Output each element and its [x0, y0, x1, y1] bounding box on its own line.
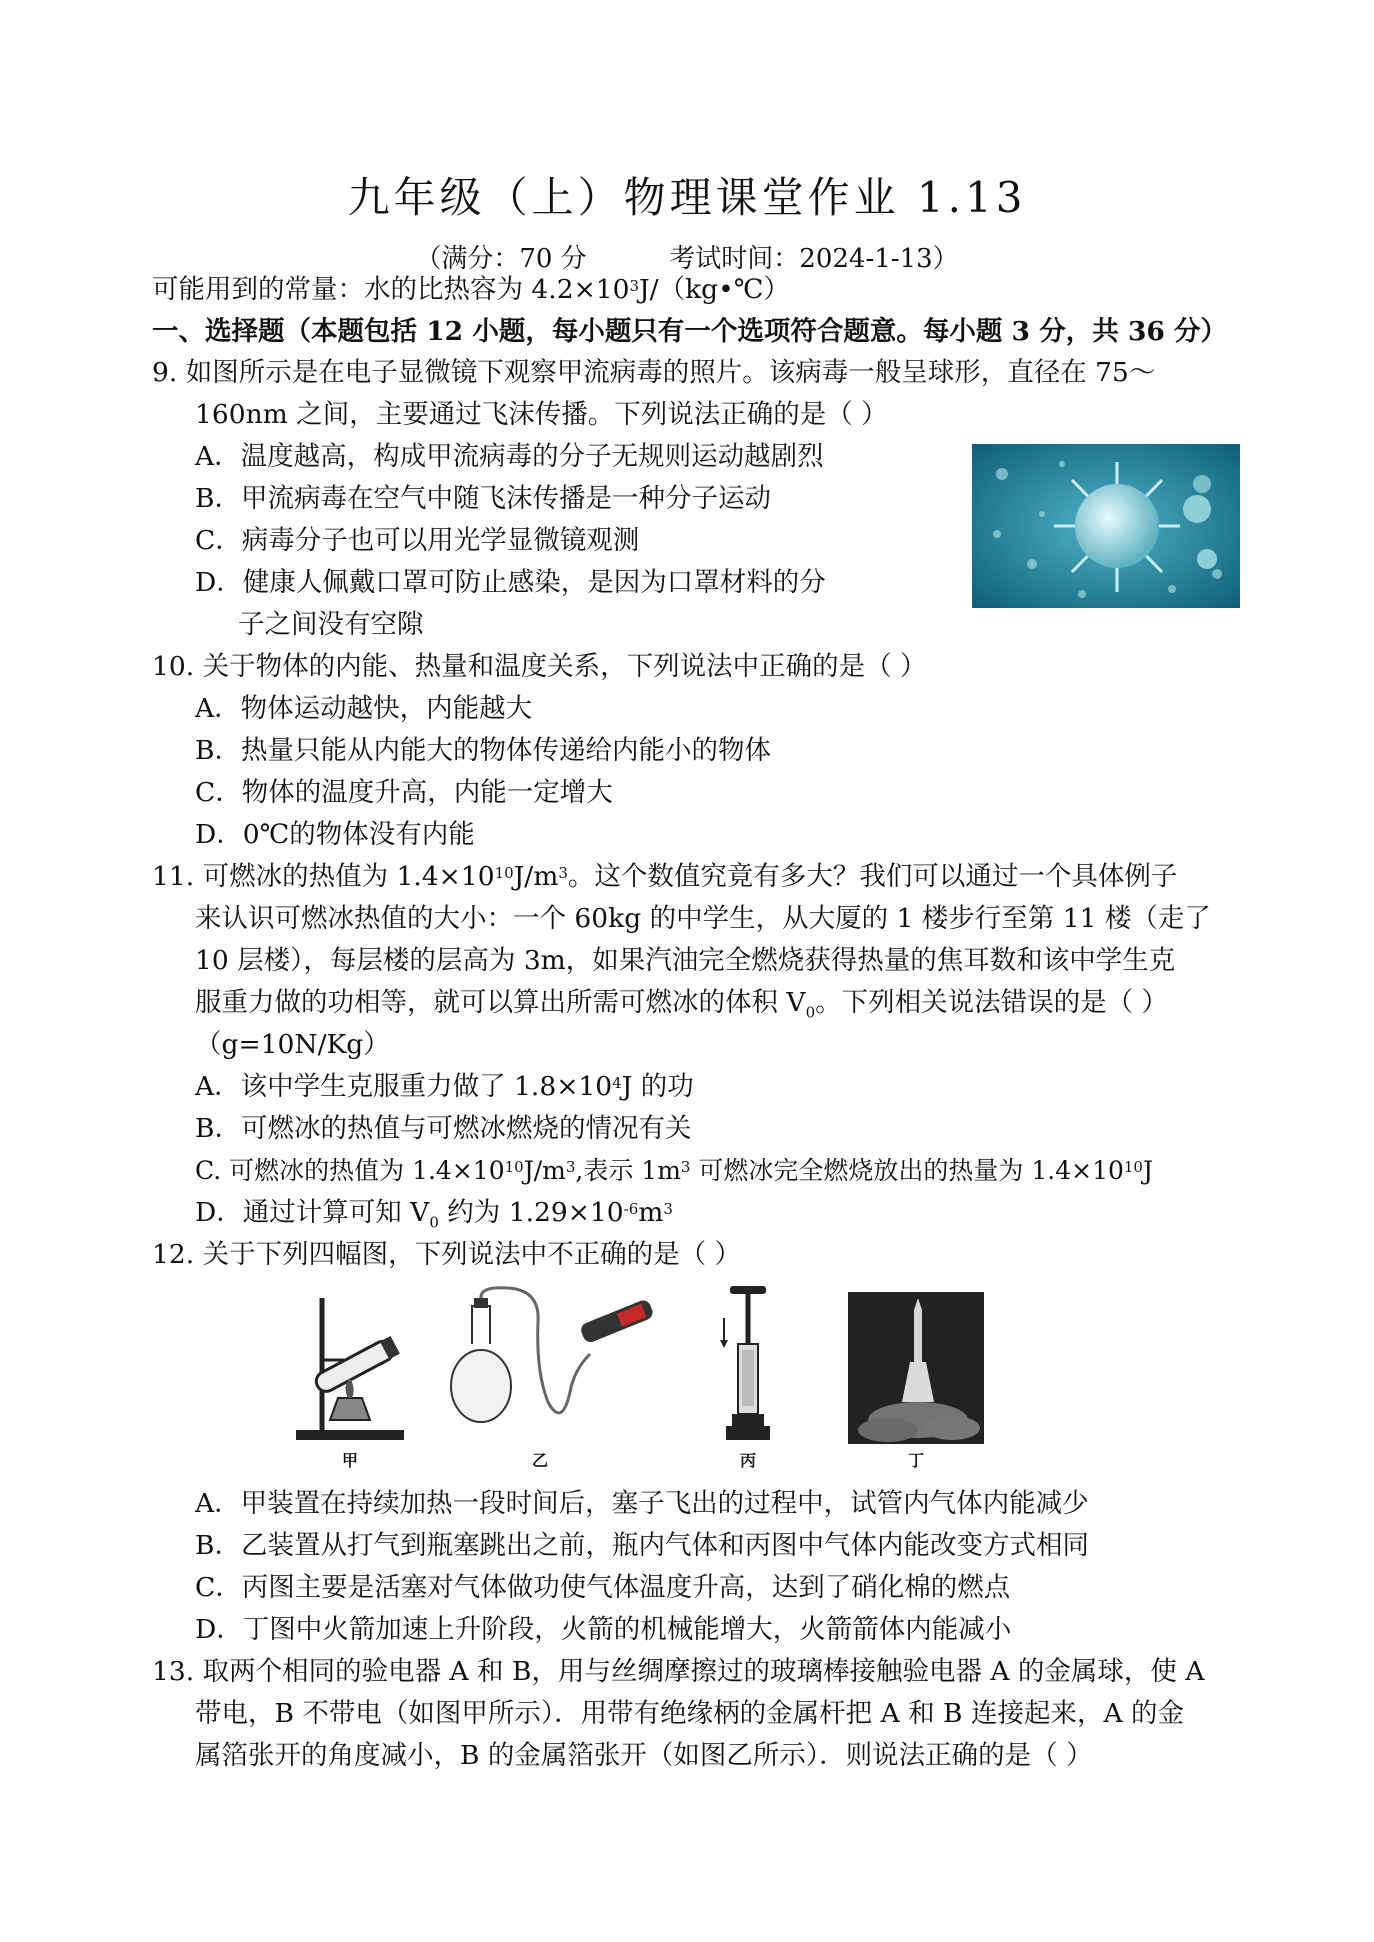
q12-stem: 12. 关于下列四幅图，下列说法中不正确的是（ ） — [152, 1239, 741, 1270]
q13-stem-line3: 属箔张开的角度减小，B 的金属箔张开（如图乙所示）．则说法正确的是（ ） — [195, 1740, 1093, 1771]
figure-ding-rocket — [848, 1292, 984, 1444]
caption-jia: 甲 — [341, 1451, 358, 1470]
figure-jia-test-tube — [292, 1290, 410, 1448]
q11-option-d: D．通过计算可知 $V_0$ 约为 $1.29\times 10^{-6}m^3$ — [195, 1197, 673, 1232]
figure-bing-cylinder — [718, 1284, 778, 1448]
q9-stem-line1: 9. 如图所示是在电子显微镜下观察甲流病毒的照片。该病毒一般呈球形，直径在 75～ — [152, 357, 1156, 388]
q13-stem-line2: 带电，B 不带电（如图甲所示）．用带有绝缘柄的金属杆把 A 和 B 连接起来，A 的金 — [195, 1698, 1185, 1729]
q11-stem-line3: 10 层楼），每层楼的层高为 3m，如果汽油完全燃烧获得热量的焦耳数和该中学生克 — [195, 945, 1176, 976]
q12-option-a: A．甲装置在持续加热一段时间后，塞子飞出的过程中，试管内气体内能减少 — [195, 1488, 1089, 1519]
q11-option-b: B．可燃冰的热值与可燃冰燃烧的情况有关 — [195, 1113, 692, 1144]
figure-yi-flask — [450, 1282, 660, 1448]
q9-option-a: A．温度越高，构成甲流病毒的分子无规则运动越剧烈 — [195, 441, 824, 472]
q10-option-d: D．0℃的物体没有内能 — [195, 819, 475, 850]
q11-stem-line1: 11. 可燃冰的热值为 $1.4\times 10^{10}J/m^3$。这个数值究竟有多大？我们可以通过一个具体例子 — [152, 861, 1178, 892]
q10-option-b: B．热量只能从内能大的物体传递给内能小的物体 — [195, 735, 771, 766]
q11-option-a: A．该中学生克服重力做了 $1.8\times 10^4J$ 的功 — [195, 1071, 694, 1102]
q11-stem-line2: 来认识可燃冰热值的大小：一个 60kg 的中学生，从大厦的 1 楼步行至第 11 楼（走了 — [195, 903, 1211, 934]
q9-option-b: B．甲流病毒在空气中随飞沫传播是一种分子运动 — [195, 483, 771, 514]
section-heading: 一、选择题（本题包括 12 小题，每小题只有一个选项符合题意。每小题 3 分，共 36 分） — [152, 316, 1228, 347]
constants-line: 可能用到的常量：水的比热容为 $4.2\times 10^3J/(kg•℃)$ — [152, 274, 790, 305]
caption-bing: 丙 — [739, 1451, 756, 1470]
q11-stem-line5: （g=10N/Kg） — [195, 1029, 390, 1060]
q10-option-a: A．物体运动越快，内能越大 — [195, 693, 533, 724]
q9-option-d-line2: 子之间没有空隙 — [238, 609, 424, 640]
q9-option-c: C．病毒分子也可以用光学显微镜观测 — [195, 525, 640, 556]
q11-option-c: C. 可燃冰的热值为 $1.4\times 10^{10}J/m^3$,表示 $1m^3$ 可燃冰完全燃烧放出的热量为 $1.4\times 10^{10}J$ — [195, 1156, 1154, 1185]
q11-stem-line4: 服重力做的功相等，就可以算出所需可燃冰的体积 $V_0$。下列相关说法错误的是（ ） — [195, 987, 1169, 1022]
caption-yi: 乙 — [531, 1451, 548, 1470]
q10-option-c: C．物体的温度升高，内能一定增大 — [195, 777, 613, 808]
q13-stem-line1: 13. 取两个相同的验电器 A 和 B，用与丝绸摩擦过的玻璃棒接触验电器 A 的金属球，使 A — [152, 1656, 1205, 1687]
q12-option-b: B．乙装置从打气到瓶塞跳出之前，瓶内气体和丙图中气体内能改变方式相同 — [195, 1530, 1089, 1561]
caption-ding: 丁 — [907, 1451, 924, 1470]
page-title: 九年级（上）物理课堂作业 1.13 — [347, 173, 1027, 222]
q12-option-c: C．丙图主要是活塞对气体做功使气体温度升高，达到了硝化棉的燃点 — [195, 1572, 1011, 1603]
exam-info: （满分：70 分 考试时间：2024-1-13） — [415, 244, 959, 274]
q9-stem-line2: 160nm 之间，主要通过飞沫传播。下列说法正确的是（ ） — [195, 399, 888, 430]
q10-stem: 10. 关于物体的内能、热量和温度关系，下列说法中正确的是（ ） — [152, 651, 927, 682]
virus-photo — [972, 444, 1240, 608]
q9-option-d-line1: D．健康人佩戴口罩可防止感染，是因为口罩材料的分 — [195, 567, 826, 598]
q12-option-d: D．丁图中火箭加速上升阶段，火箭的机械能增大，火箭箭体内能减小 — [195, 1614, 1012, 1645]
